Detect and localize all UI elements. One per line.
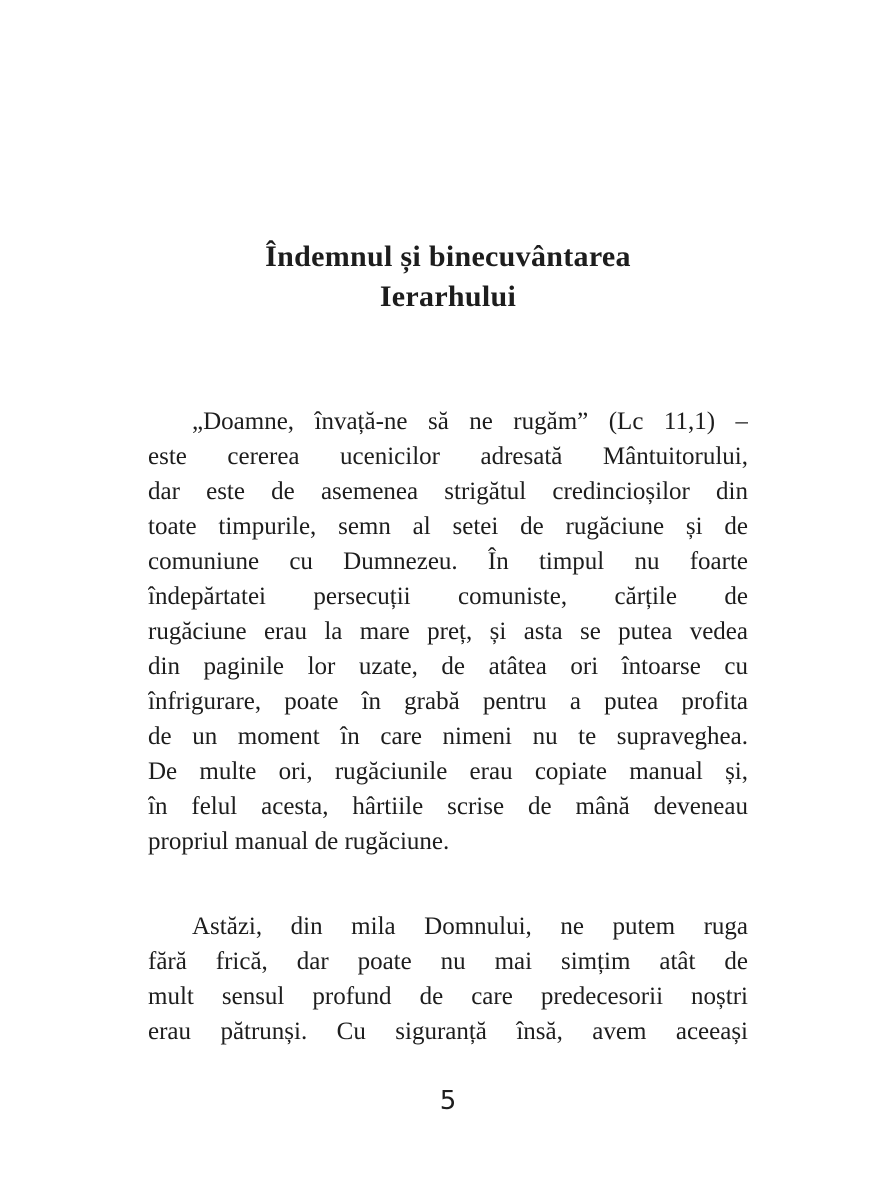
body-text — [148, 404, 748, 1049]
text-line: de un moment în care nimeni nu te supraveghea. — [148, 723, 748, 750]
paragraph — [148, 404, 748, 859]
text-line: este cererea ucenicilor adresată Mântuitorului, — [148, 443, 748, 470]
text-line: erau pătrunși. Cu siguranță însă, avem aceeași — [148, 1018, 748, 1045]
paragraph — [148, 909, 748, 1049]
text-line: fără frică, dar poate nu mai simțim atât de — [148, 948, 748, 975]
text-line: înfrigurare, poate în grabă pentru a putea profita — [148, 688, 748, 715]
text-line: toate timpurile, semn al setei de rugăciune și de — [148, 513, 748, 540]
text-line: Astăzi, din mila Domnului, ne putem ruga — [192, 913, 748, 940]
text-line: De multe ori, rugăciunile erau copiate manual și, — [148, 758, 748, 785]
text-line: rugăciune erau la mare preț, și asta se putea vedea — [148, 618, 748, 645]
text-line: propriul manual de rugăciune. — [148, 828, 450, 855]
text-line: în felul acesta, hârtiile scrise de mână deveneau — [148, 793, 748, 820]
text-line: dar este de asemenea strigătul credincioșilor din — [148, 478, 748, 505]
text-line: „Doamne, învață-ne să ne rugăm” (Lc 11,1) – — [192, 408, 748, 435]
text-line: comuniune cu Dumnezeu. În timpul nu foarte — [148, 548, 748, 575]
text-line: din paginile lor uzate, de atâtea ori întoarse cu — [148, 653, 748, 680]
text-line: mult sensul profund de care predecesorii noștri — [148, 983, 748, 1010]
chapter-title-line-1: Îndemnul și binecuvântarea — [265, 240, 631, 273]
chapter-title-line-2: Ierarhului — [379, 280, 517, 313]
page-number: 5 — [439, 1086, 457, 1116]
chapter-title — [148, 237, 748, 317]
text-line: îndepărtatei persecuții comuniste, cărțile de — [148, 583, 748, 610]
